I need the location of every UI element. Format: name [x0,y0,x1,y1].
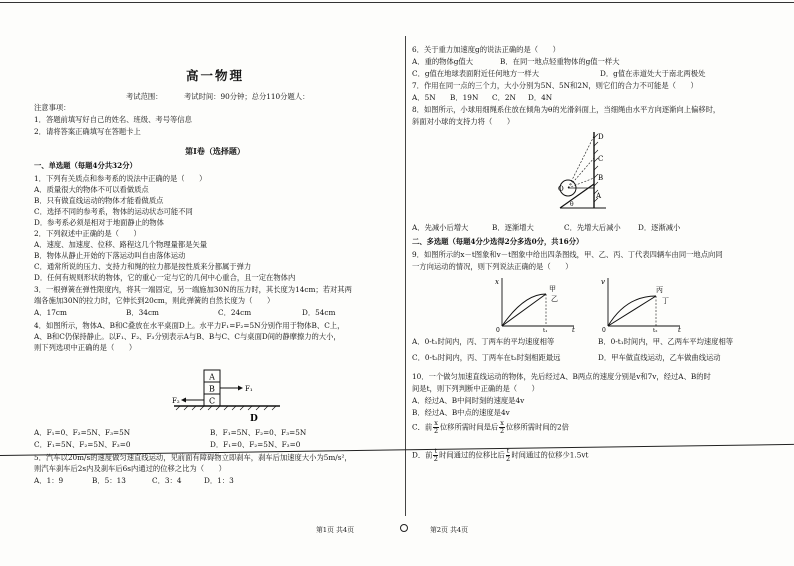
q6-option-a: A．重的物体g值大 [412,57,474,66]
block-c-label: C [208,396,216,406]
q10-stem-line1: 10．一个做匀加速直线运动的物体，先后经过A、B两点的速度分别是v和7v，经过A、B的时 [412,372,711,381]
q9-vt-graph [600,274,684,332]
q8-incline-diagram [522,126,612,218]
xt-x-axis-label: t [572,326,575,332]
q6-option-c: C．g值在地球表面附近任何地方一样大 [412,69,540,78]
column-divider [405,36,406,516]
xt-t1-label: t₁ [543,328,548,332]
q5-option-a: A．1：9 [34,476,64,485]
q9-option-d: D．甲车做直线运动，乙车做曲线运动 [598,353,721,362]
q10-option-c-mid: 位移所需时间是后 [439,422,499,432]
q3-stem-line1: 3．一根弹簧在弹性限度内，将其一端固定，另一端施加30N的压力时，其长度为14cm；若对其两 [34,285,352,294]
q5-option-b: B．5：13 [92,476,126,485]
q10-option-d-post: 时间通过的位移少1.5vt [511,450,589,460]
q7-option-c: C．2N [492,93,516,102]
q3-option-b: B．34cm [126,308,159,317]
vt-y-axis-label: v [601,278,605,286]
exam-title: 高一物理 [185,68,244,83]
curve-ding-label: 丁 [662,297,669,305]
q8-stem-line2: 斜面对小球的支持力将（ ） [412,117,515,126]
q5-stem-line1: 5．汽车以20m/s的速度做匀速直线运动，见前面有障碍物立即刹车，刹车后加速度大小为5m/s²， [34,453,352,462]
curve-jia-label: 甲 [549,285,556,293]
q10-option-c [412,420,569,435]
q1-stem: 1．下列有关质点和参考系的说法中正确的是（ ） [34,174,207,183]
q9-option-b: B．0-t₁时间内，甲、乙两车平均速度相等 [598,337,734,346]
q10-option-d-pre: D．前 [412,450,433,460]
q7-option-a: A．5N [412,93,436,102]
q6-stem: 6．关于重力加速度g的说法正确的是（ ） [412,45,560,54]
q8-stem-line1: 8．如图所示，小球用细绳系住放在倾角为θ的光滑斜面上，当细绳由水平方向逐渐向上偏移时， [412,105,721,114]
q1-option-a: A．质量很大的物体不可以看做质点 [34,185,149,194]
force-f2-label: F₂ [172,397,180,405]
q9-xt-graph [494,274,578,332]
multi-choice-heading: 二、多选题（每题4分少选得2分多选0分，共16分） [412,237,584,246]
curve-jia [502,294,546,326]
vt-origin-label: 0 [602,327,606,332]
frac-numerator: x [500,419,504,427]
q10-c-fraction-1 [433,420,439,435]
q10-option-d-mid: 时间通过的位移比后 [439,450,505,460]
notice-2: 2．请将答案正确填写在答题卡上 [34,127,141,136]
volume-title: 第I卷（选择题） [185,146,245,156]
force-f1-label: F₁ [245,385,253,393]
binding-hole-icon [400,524,408,532]
point-a-label: A [596,192,602,200]
frac-numerator: t [434,447,438,455]
notice-1: 1．答题前填写好自己的姓名、班级、考号等信息 [34,115,192,124]
point-d-label: D [598,133,604,141]
q8-option-a: A．先减小后增大 [412,223,469,232]
frac-denominator: 2 [500,427,505,435]
q7-option-b: B．19N [450,93,479,102]
footer-right-page-number: 第2页 共4页 [430,526,468,534]
q6-option-b: B．在同一地点轻重物体的g值一样大 [500,57,620,66]
xt-y-axis-label: x [495,278,499,286]
frac-numerator: t [506,447,510,455]
q4-block-diagram [172,364,292,426]
q1-option-d: D．参考系必须是相对于地面静止的物体 [34,218,164,227]
q3-stem-line2: 端各施加30N的拉力时，它伸长到20cm，则此弹簧的自然长度为（ ） [34,296,275,305]
rope-position-d [568,136,594,188]
q2-option-b: B．物体从静止开始的下落运动叫自由落体运动 [34,251,186,260]
force-f1-arrowhead [238,386,243,391]
q1-option-c: C．选择不同的参考系，物体的运动状态可能不同 [34,207,193,216]
q9-option-a: A．0-t₁时间内，丙、丁两车的平均速度相等 [412,337,555,346]
q10-c-fraction-2 [499,420,505,435]
point-o-label: O [558,185,564,193]
q4-stem-line2: A、B和C仍保持静止。以F₁、F₂、F₃分别表示A与B、B与C、C与桌面D间的静摩擦力的大小， [34,332,341,341]
curve-ding [608,296,656,326]
q9-option-c: C．0-t₂时间内，丙、丁两车在t₂时刻相距最远 [412,353,561,362]
q10-d-fraction-1 [433,448,438,463]
q9-stem-line2: 一方向运动的情况，则下列说法正确的是（ ） [412,262,573,271]
q1-option-b: B．只有做直线运动的物体才能看做质点 [34,196,164,205]
exam-scope: 考试范围： [126,92,163,101]
q4-stem-line3: 则下列选项中正确的是（ ） [34,343,137,352]
q7-option-d: D．4N [528,93,553,102]
frac-denominator: 2 [505,455,511,463]
force-f2-arrowhead [181,398,186,403]
curve-bing-label: 丙 [656,286,663,294]
point-b-label: B [598,174,604,182]
q9-stem-line1: 9．如图所示的x－t图象和v－t图象中给出四条图线，甲、乙、丙、丁代表四辆车由同一地点向同 [412,250,723,259]
q10-option-d [412,448,588,463]
q10-option-c-pre: C．前 [412,422,433,432]
q10-d-fraction-2 [506,448,511,463]
xt-origin-label: 0 [496,327,500,332]
q2-option-d: D．任何有规则形状的物体，它的重心一定与它的几何中心重合，且一定在物体内 [34,273,296,282]
q4-option-c: C．F₁=5N、F₂=5N、F₃=0 [34,440,131,449]
block-b-label: B [209,384,215,394]
frac-denominator: 2 [433,427,439,435]
q2-option-c: C．通常所说的压力、支持力和绳的拉力都是按性质来分都属于弹力 [34,262,252,271]
q8-option-d: D．逐渐减小 [638,223,681,232]
table-label: D [250,414,258,424]
top-border [0,2,794,3]
q5-stem-line2: 则汽车刹车后2s内及刹车后6s内通过的位移之比为（ ） [34,464,226,473]
q5-option-c: C．3：4 [152,476,182,485]
single-choice-heading: 一、单选题（每题4分共32分） [34,161,137,170]
q3-option-d: D．54cm [302,308,336,317]
q5-option-d: D．1：3 [204,476,234,485]
footer-left-page-number: 第1页 共4页 [316,526,354,534]
q8-option-b: B．逐渐增大 [492,223,534,232]
q2-stem: 2．下列叙述中正确的是（ ） [34,229,141,238]
theta-label: θ [570,201,574,208]
q7-stem: 7．作用在同一点的三个力，大小分别为5N、5N和2N，则它们的合力不可能是（ ） [412,81,698,90]
q4-option-d: D．F₁=0、F₂=5N、F₃=0 [210,440,301,449]
frac-denominator: 2 [433,455,438,463]
block-a-label: A [209,372,215,382]
q10-option-c-post: 位移所需时间的2倍 [505,422,569,432]
vt-t2-label: t₂ [653,328,658,332]
q10-option-a: A．经过A、B中间时刻的速度是4v [412,396,525,405]
q2-option-a: A．速度、加速度、位移、路程这几个物理量都是矢量 [34,240,208,249]
curve-yi-label: 乙 [551,295,558,303]
q4-option-b: B．F₁=5N、F₂=0、F₃=5N [210,428,307,437]
exam-time: 考试时间：90分钟；总分110分题人： [184,92,310,101]
q3-option-a: A．17cm [34,308,67,317]
q6-option-d: D．g值在赤道处大于南北两极处 [600,69,706,78]
q10-option-b: B．经过A、B中点的速度是4v [412,408,510,417]
vt-x-axis-label: t [678,326,681,332]
q3-option-c: C．24cm [218,308,252,317]
q8-option-c: C．先增大后减小 [564,223,621,232]
point-c-label: C [598,155,604,163]
q10-stem-line2: 间是t，则下列判断中正确的是（ ） [412,384,539,393]
q4-stem-line1: 4．如图所示，物体A、B和C叠放在水平桌面D上。水平力F₁=F₂=5N分别作用于物体B、C上， [34,321,345,330]
q4-option-a: A．F₁=0、F₂=5N、F₃=5N [34,428,131,437]
notice-title: 注意事项： [34,103,71,112]
frac-numerator: x [434,419,438,427]
